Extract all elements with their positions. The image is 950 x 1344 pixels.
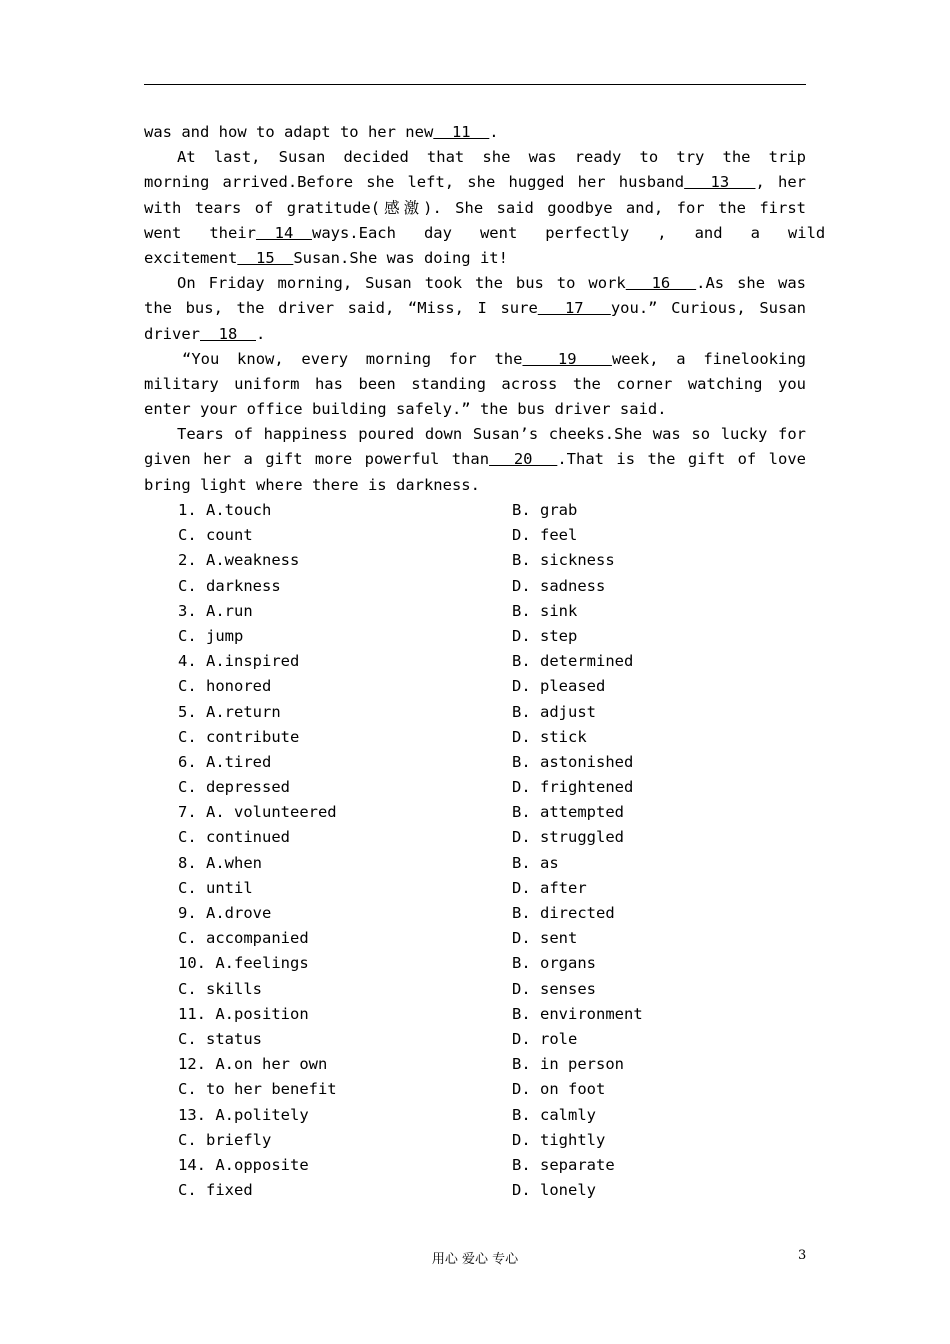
option-row [178,825,778,850]
text: you.” Curious, Susan [610,299,806,318]
blank-19: 19 [522,349,612,368]
option-row [178,876,778,901]
option-row [178,1052,778,1077]
passage-line [144,120,806,145]
option-row [178,674,778,699]
option-right: D. on foot [512,1080,606,1099]
option-row [178,1077,778,1102]
option-left: 14. A.opposite [178,1155,309,1174]
option-left: 10. A.feelings [178,954,309,973]
option-left: C. briefly [178,1130,272,1149]
text: the bus, the driver said, “Miss, I sure [144,299,538,318]
option-left: 9. A.drove [178,904,272,922]
option-row [178,548,778,573]
option-left: C. continued [178,828,290,847]
option-left: 3. A.run [178,601,253,620]
text: driver [144,324,200,343]
option-row [178,1002,778,1027]
option-right: D. sadness [512,576,606,595]
option-left: C. honored [178,677,272,696]
passage-line [144,246,806,271]
text: excitement [144,248,238,267]
option-right: B. astonished [512,752,634,771]
option-left: C. skills [178,979,262,998]
blank-18: 18 [200,324,256,343]
passage-line [144,447,806,472]
option-right: B. calmly [512,1105,596,1124]
passage-line: with tears of gratitude(感激). She said goodbye and, for the first [144,198,806,217]
option-left: C. depressed [178,778,290,797]
option-row [178,725,778,750]
option-row [178,700,778,725]
option-row [178,851,778,876]
blank-17: 17 [537,299,611,318]
option-row [178,977,778,1002]
text: .As she was [696,274,806,293]
text: At last, Susan decided that she was ready to try the trip [177,148,806,167]
option-right: D. role [512,1029,578,1048]
option-left: C. status [178,1029,262,1048]
option-left: 4. A.inspired [178,652,300,671]
option-left: C. jump [178,626,244,645]
option-row [178,926,778,951]
text: . [256,324,266,343]
option-row [178,624,778,649]
option-left: 1. A.touch [178,501,272,519]
passage-line [144,145,806,170]
option-row [178,574,778,599]
option-left: 6. A.tired [178,752,272,771]
text: “You know, every morning for the [182,349,523,368]
text: morning arrived.Before she left, she hugged her husband [144,173,685,192]
option-right: B. determined [512,652,634,671]
option-row [178,1027,778,1052]
blank-13: 13 [684,173,756,192]
option-row [178,523,778,548]
page-number: 3 [798,1248,807,1263]
option-right: D. frightened [512,778,634,797]
answer-options [178,498,778,1203]
text: , her [755,173,806,192]
passage-line [144,170,806,195]
option-row [178,1128,778,1153]
option-left: 7. A. volunteered [178,803,337,822]
text: On Friday morning, Susan took the bus to work [177,274,626,293]
option-row [178,649,778,674]
passage-line: Tears of happiness poured down Susan’s cheeks.She was so lucky for [177,425,806,444]
option-row [178,901,778,926]
option-right: B. sickness [512,551,615,570]
text: given her a gift more powerful than [144,450,490,469]
option-left: C. contribute [178,727,300,746]
option-left: C. until [178,878,253,897]
option-left: 12. A.on her own [178,1055,328,1074]
option-right: B. attempted [512,803,624,822]
option-row [178,1178,778,1203]
blank-16: 16 [625,274,697,293]
header-rule [144,84,806,85]
text: .That is the gift of love [557,450,806,469]
text: week, a finelooking [611,349,806,368]
blank-15: 15 [237,248,294,267]
option-right: B. grab [512,501,578,519]
option-row [178,498,778,523]
option-left: 5. A.return [178,702,281,721]
passage-line: military uniform has been standing across the corner watching you [144,374,806,393]
option-left: 13. A.politely [178,1105,309,1124]
option-left: C. count [178,526,253,545]
option-right: D. feel [512,526,578,545]
text: Susan.She was doing it! [293,248,508,267]
option-right: B. in person [512,1055,624,1074]
passage-line [144,221,826,246]
option-row [178,951,778,976]
option-left: C. darkness [178,576,281,595]
blank-11: 11 [433,123,490,141]
option-right: D. lonely [512,1181,596,1200]
blank-14: 14 [255,223,312,242]
passage [144,120,826,498]
option-left: 11. A.position [178,1004,309,1023]
option-right: B. separate [512,1155,615,1174]
option-right: D. pleased [512,677,606,696]
option-row [178,599,778,624]
option-row [178,800,778,825]
option-right: D. stick [512,727,587,746]
passage-line [144,322,806,347]
option-right: B. adjust [512,702,596,721]
option-right: D. tightly [512,1130,606,1149]
option-row [178,1103,778,1128]
option-right: D. senses [512,979,596,998]
option-right: B. directed [512,904,615,922]
option-right: D. after [512,878,587,897]
option-right: D. sent [512,929,578,948]
option-row [178,775,778,800]
option-right: B. sink [512,601,578,620]
option-right: D. step [512,626,578,645]
text: was and how to adapt to her new [144,123,434,141]
option-right: B. environment [512,1004,643,1023]
option-row [178,750,778,775]
passage-line: bring light where there is darkness. [144,475,480,494]
blank-20: 20 [489,450,558,469]
option-row [178,1153,778,1178]
option-right: B. organs [512,954,596,973]
footer-slogan: 用心 爱心 专心 [431,1252,519,1267]
text: went their [144,223,256,242]
passage-line [144,271,806,296]
option-left: 8. A.when [178,853,262,872]
text: ways.Each day went perfectly , and a wild [311,223,826,242]
option-left: C. fixed [178,1181,253,1200]
passage-line [144,296,806,321]
option-right: D. struggled [512,828,624,847]
passage-line [144,347,806,372]
option-left: C. accompanied [178,929,309,948]
text: . [489,123,499,141]
option-left: 2. A.weakness [178,551,300,570]
option-right: B. as [512,853,559,872]
option-left: C. to her benefit [178,1080,337,1099]
passage-line: enter your office building safely.” the bus driver said. [144,400,667,419]
